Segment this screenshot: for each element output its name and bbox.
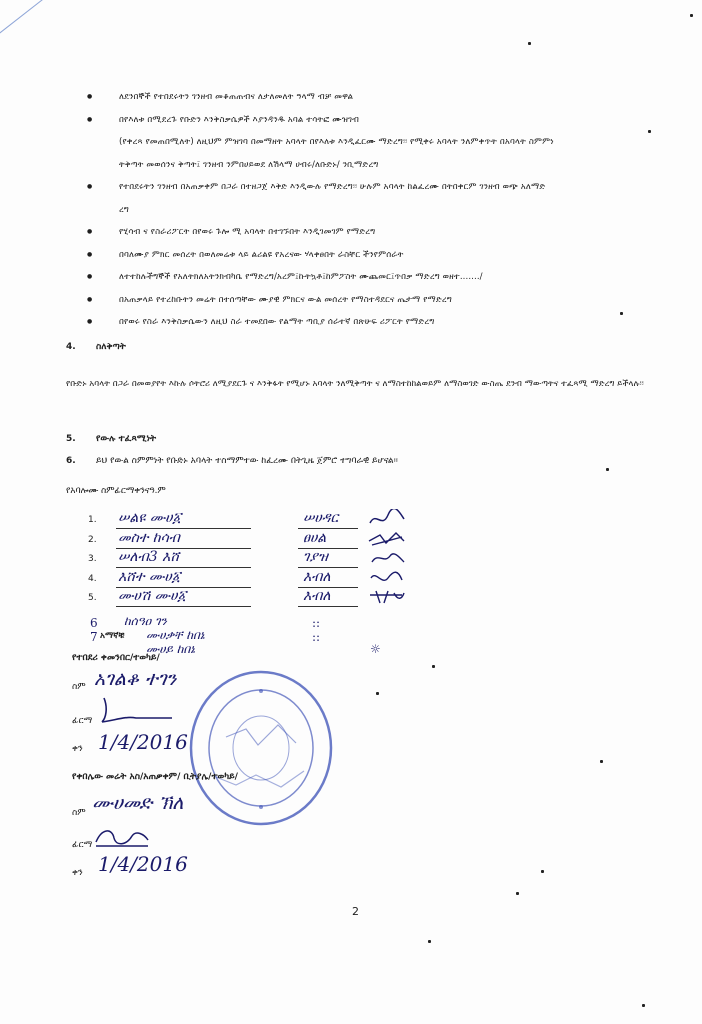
underline xyxy=(298,606,358,607)
list-item xyxy=(83,289,683,312)
scan-speck xyxy=(541,870,544,873)
list-item-text-continued: ትቅጣት መወሰንና ቅጣት፤ ገንዘብ ንምበሀይወደ ለሽላማ ሀብሩ/ለቡድኑ/ ንቢማድረግ xyxy=(119,159,379,170)
handwritten-date: 1/4/2016 xyxy=(98,852,188,876)
thumbprint-mark: ☼ xyxy=(370,642,381,656)
signatory-parent-name: እብለ xyxy=(303,588,331,604)
section-heading-enforcement xyxy=(66,434,156,444)
receiver-chair-title: የተበደሪ ቀመንበር/ተወካይ/ xyxy=(72,653,160,663)
official-stamp xyxy=(186,667,336,829)
handwritten-name: አገልቆ ተገን xyxy=(94,668,177,690)
row-number: 5. xyxy=(88,593,97,603)
scan-speck xyxy=(516,892,519,895)
scan-speck xyxy=(432,665,435,668)
scan-speck xyxy=(606,468,609,471)
row-number: 7 xyxy=(90,630,98,644)
scan-speck xyxy=(376,692,379,695)
ditto-mark: :: xyxy=(312,616,321,630)
land-admin-title: የቀበሌው መሬት አስ/አጠቃቀም/ ቢትያሌ/ተወካይ/ xyxy=(72,772,238,782)
page-number: 2 xyxy=(352,905,359,918)
row-label: አማኛቹ xyxy=(100,631,125,641)
handwritten-signature xyxy=(96,694,176,726)
signatory-parent-name: ሠሀዳር xyxy=(303,510,339,526)
signatory-row xyxy=(90,630,410,644)
signatory-name: ሙሀቃቸ ከበኔ xyxy=(146,628,205,642)
list-item xyxy=(83,176,683,221)
list-item-text: የተበደሩትን ገንዘብ በአጠቃቀም በጋራ በተዘጋጀ እቅድ እንዲውሉ የማድረግ፡፡ ሁሉም አባላት ከልፈረሙ በትበቀርም ገንዘብ ወጭ አለማድ xyxy=(119,182,546,192)
signature-mark xyxy=(366,548,406,568)
signatory-row xyxy=(88,590,448,610)
signatory-parent-name: ገያዝ xyxy=(303,549,328,565)
scan-speck xyxy=(642,1004,645,1007)
signature-label: ፊርማ xyxy=(72,716,93,726)
list-item-text: በየወሩ የስራ እንቅስቃሴውን ለዚህ ስራ ተመደበው የልማት ጣቢያ ሰራተኛ በጽሁፍ ሪፖርት የማድረግ xyxy=(119,317,435,327)
handwritten-name: ሙሀመድ ኽለ xyxy=(92,792,184,814)
section-number: 4. xyxy=(66,342,76,352)
list-item-text-continued: (የቀረጻ የመጠበሚለት) ለዚህም ምዝገባ በመማዘት አባላት በየእለቱ እንዲፈርሙ ማድረግ፡፡ የሚቀሩ አባላት ንለምቀጥት በአባላት ስምምነ xyxy=(119,137,554,147)
section-number: 5. xyxy=(66,434,76,444)
signatory-name: ሠልዩ ሙሀ፩ xyxy=(118,510,182,526)
signature-mark xyxy=(366,587,406,607)
section-title: የውሉ ተፈጻሚነት xyxy=(96,434,157,444)
section-text: ይህ የውል ስምምነት የቡድኑ አባላት ተስማምተው ከፈረሙ በትጊዜ ጀምሮ ተግባራዊ ይሆናል፡፡ xyxy=(96,456,398,466)
section-title: ስለቅጣት xyxy=(96,342,126,352)
handwritten-signature xyxy=(92,824,152,852)
scan-speck xyxy=(428,940,431,943)
list-item-text-continued: ረግ xyxy=(119,204,129,215)
list-item xyxy=(83,266,683,289)
signatory-name: መስተ ከሳብ xyxy=(118,529,180,546)
list-item xyxy=(83,86,683,109)
signatory-parent-name: ፀሀል xyxy=(303,529,327,546)
list-item xyxy=(83,109,683,177)
signatory-name: እሸተ ሙሀ፩ xyxy=(118,568,181,585)
name-label: ስም xyxy=(72,808,86,818)
responsibility-list xyxy=(83,86,683,334)
scan-speck xyxy=(690,14,693,17)
row-number: 1. xyxy=(88,515,97,525)
row-number: 3. xyxy=(88,554,97,564)
signatory-parent-name: እብለ xyxy=(303,568,331,585)
underline xyxy=(116,606,251,607)
section-heading-penalty xyxy=(66,342,126,352)
ditto-mark: :: xyxy=(312,630,321,644)
name-label: ስም xyxy=(72,682,86,692)
scan-mark-line xyxy=(0,0,101,41)
handwritten-date: 1/4/2016 xyxy=(98,730,188,754)
list-item-text: በአጠቃላይ የተረከቡትን መሬት በተሰጣቸው ሙያዊ ምክርና ውል መሰረት የማስተዳደርና ጤታማ የማድረግ xyxy=(119,294,452,305)
additional-signatories xyxy=(90,616,410,658)
scan-speck xyxy=(528,42,531,45)
list-item-text: በባለሙያ ምክር መሰረት በወለመሬቱ ላይ ልሪልዩ የአረናው ሃላቀፀበት ራስቸር ችንየምሰራት xyxy=(119,249,404,260)
row-number: 2. xyxy=(88,534,97,545)
list-item-text: የሂሳብ ና የስራሪፖርት በየወሩ ጉሎ ሚ አባላት በተገኙበት እንዲገመገም የማድረግ xyxy=(119,227,376,237)
signature-mark xyxy=(366,529,406,549)
signatories-list xyxy=(88,512,448,610)
list-item xyxy=(83,244,683,267)
list-item xyxy=(83,221,683,244)
date-label: ቀን xyxy=(72,868,83,878)
signature-label: ፊርማ xyxy=(72,840,93,850)
row-number: 4. xyxy=(88,573,97,584)
list-item xyxy=(83,311,683,334)
signatories-heading: የአባሎሙ ስምፊርማቀንናዓ.ም xyxy=(66,486,166,496)
signatory-name: ከሰዓዐ ገን xyxy=(124,614,167,628)
signatory-name: ሙሀሽ ሙሀ፩ xyxy=(118,588,187,604)
signatory-name: ሙሀይ ከበኔ xyxy=(146,642,195,656)
list-item-text: በየእለቱ በሚደረጉ የቡድን እንቅስቃሴዎች እያንዳንዱ አባል ተሳትፎ ሙዝገብ xyxy=(119,114,360,125)
signatory-name: ሠለብ3 እሸ xyxy=(118,549,180,565)
section-effective-date xyxy=(66,456,398,466)
scan-speck xyxy=(600,760,603,763)
signature-mark xyxy=(366,509,406,529)
date-label: ቀን xyxy=(72,744,83,754)
signatory-row xyxy=(90,616,410,630)
list-item-text: ለደንበኞች የተበደሩትን ገንዘብ መቆጠጠብና ለታለመለት ዓላማ ብቻ መዋል xyxy=(119,92,354,102)
section-number: 6. xyxy=(66,456,76,466)
row-number: 6 xyxy=(90,616,98,630)
penalty-paragraph: የቡድኑ አባላት በጋራ በመወያየት እኩሉ ሶትሮሪ ለሚያደርጉ ና እንቅፋት የሚሆኑ አባላት ንለሚቅጣት ና ለማስተከከልወይም ለማስወገድ ውስጤ ደንብ ማውጣትና ተፈጻሚ ማድረግ ይችላሉ፡፡ xyxy=(66,379,644,389)
list-item-text: ለተተከሉችግኞች የአለትክለአትንክብካቤ የማድረግ/አረም፤ኩትኳቶ፤ከምፖስት ሙጨመር፤ጥበቃ ማድረግ ወዘተ......./ xyxy=(119,272,483,282)
signature-mark xyxy=(366,568,406,588)
